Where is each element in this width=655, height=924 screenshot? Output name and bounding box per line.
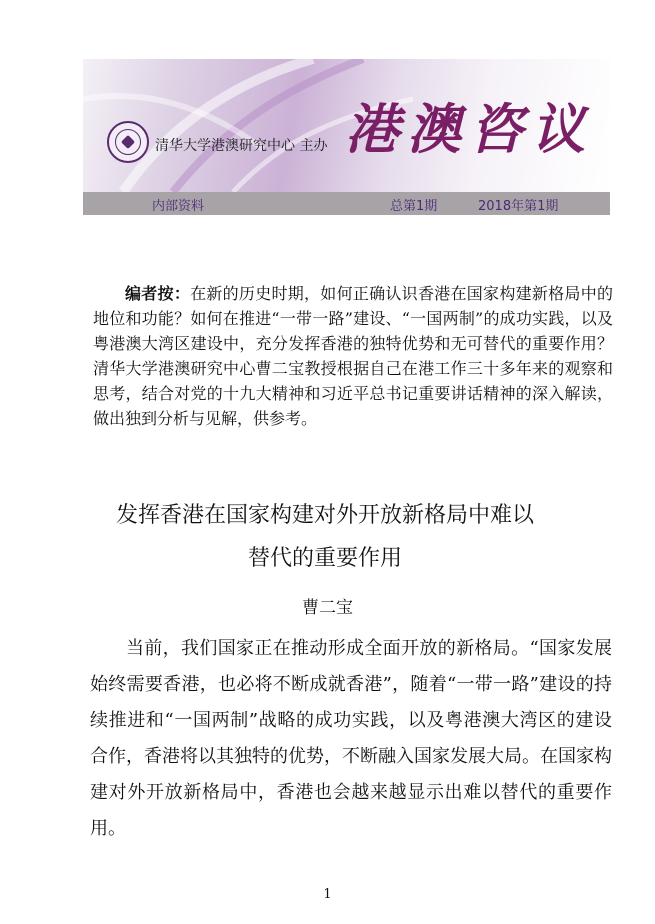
editor-note-label: 编者按： bbox=[125, 284, 191, 303]
masthead-banner bbox=[83, 59, 610, 192]
article-title-line-2: 替代的重要作用 bbox=[247, 546, 402, 571]
article-body bbox=[90, 631, 612, 847]
article-title-line-1: 发挥香港在国家构建对外开放新格局中难以 bbox=[115, 503, 534, 528]
issue-year: 2018年第1期 bbox=[478, 199, 559, 214]
article-title bbox=[60, 494, 590, 580]
editor-note-text: 在新的历史时期，如何正确认识香港在国家构建新格局中的地位和功能？如何在推进“一带一路”建设、“一国两制”的成功实践，以及粤港澳大湾区建设中，充分发挥香港的独特优势和无可替代的重要作用？清华大学港澳研究中心曹二宝教授根据自己在港工作三十多年来的观察和思考，结合对党的十九大精神和习近平总书记重要讲话精神的深入解读，做出独到分析与见解，供参考。 bbox=[93, 284, 613, 428]
host-organization: 清华大学港澳研究中心 主办 bbox=[155, 138, 328, 154]
editor-note bbox=[93, 281, 613, 431]
article-author: 曹二宝 bbox=[302, 598, 353, 618]
issue-total: 总第1期 bbox=[390, 199, 438, 214]
body-paragraph: 当前，我们国家正在推动形成全面开放的新格局。“国家发展始终需要香港，也必将不断成就香港”，随着“一带一路”建设的持续推进和“一国两制”战略的成功实践，以及粤港澳大湾区的建设合作，香港将以其独特的优势，不断融入国家发展大局。在国家构建对外开放新格局中，香港也会越来越显示出难以替代的重要作用。 bbox=[90, 638, 612, 839]
page-number: 1 bbox=[323, 887, 332, 902]
tsinghua-seal-icon bbox=[107, 121, 149, 163]
info-bar bbox=[83, 192, 610, 215]
masthead-title: 港澳咨议 bbox=[345, 97, 593, 161]
internal-label: 内部资料 bbox=[152, 199, 205, 214]
